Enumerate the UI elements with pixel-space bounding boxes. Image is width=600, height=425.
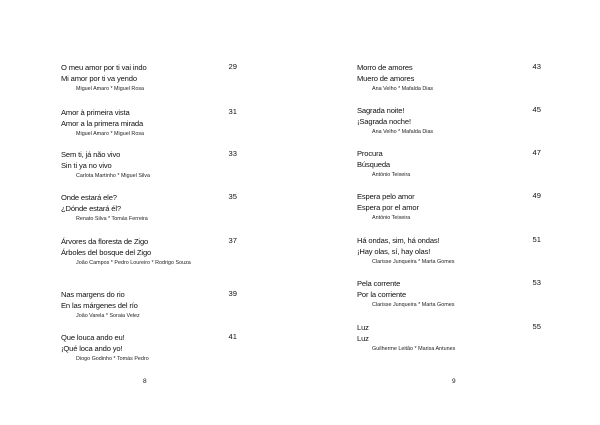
toc-entry[interactable]: [357, 235, 541, 267]
page-number: 8: [143, 378, 147, 385]
entry-page-number: 31: [228, 107, 237, 116]
title-es: Amor a la primera mirada: [61, 119, 144, 128]
toc-entry[interactable]: [61, 289, 237, 321]
entry-credits: João Campos * Pedro Loureiro * Rodrigo Souza: [76, 260, 191, 266]
entry-page-number: 45: [532, 105, 541, 114]
title-pt: Amor à primeira vista: [61, 108, 130, 117]
entry-credits: Ana Velho * Mafalda Dias: [372, 86, 434, 92]
title-pt: Luz: [357, 323, 369, 332]
title-pt: Onde estará ele?: [61, 193, 117, 202]
entry-credits: António Teixeira: [372, 215, 411, 221]
entry-credits: Ana Velho * Mafalda Dias: [372, 129, 434, 135]
title-pt: Procura: [357, 149, 383, 158]
toc-entry[interactable]: [61, 332, 237, 364]
entry-page-number: 37: [228, 236, 237, 245]
entry-page-number: 55: [532, 322, 541, 331]
title-es: Luz: [357, 334, 369, 343]
entry-credits: Miguel Amaro * Miguel Rosa: [76, 131, 145, 137]
title-es: En las márgenes del río: [61, 301, 138, 310]
title-pt: Nas margens do rio: [61, 290, 125, 299]
entry-credits: Renato Silva * Tomás Ferreira: [76, 216, 148, 222]
entry-page-number: 49: [532, 191, 541, 200]
title-pt: Há ondas, sim, há ondas!: [357, 236, 440, 245]
toc-entry[interactable]: [357, 278, 541, 310]
title-pt: O meu amor por ti vai indo: [61, 63, 147, 72]
entry-page-number: 47: [532, 148, 541, 157]
title-pt: Pela corrente: [357, 279, 401, 288]
title-es: Mi amor por ti va yendo: [61, 74, 137, 83]
title-es: Espera por el amor: [357, 203, 419, 212]
entry-credits: Clarisse Junqueira * Marta Gomes: [372, 259, 455, 265]
title-es: Búsqueda: [357, 160, 391, 169]
entry-page-number: 53: [532, 278, 541, 287]
toc-entry[interactable]: [357, 322, 541, 354]
title-pt: Sem ti, já não vivo: [61, 150, 121, 159]
entry-credits: Carlota Martinho * Miguel Silva: [76, 173, 151, 179]
title-pt: Morro de amores: [357, 63, 413, 72]
title-es: ¡Hay olas, sí, hay olas!: [357, 247, 431, 256]
entry-page-number: 41: [228, 332, 237, 341]
title-es: Árboles del bosque del Zigo: [61, 248, 152, 257]
entry-credits: Clarisse Junqueira * Marta Gomes: [372, 302, 455, 308]
toc-entry[interactable]: [357, 62, 541, 94]
toc-entry[interactable]: [357, 148, 541, 180]
entry-credits: Diogo Godinho * Tomás Pedro: [76, 356, 149, 362]
right-page: [300, 0, 600, 425]
title-es: Muero de amores: [357, 74, 415, 83]
title-es: ¡Qué loca ando yo!: [61, 344, 123, 353]
entry-credits: António Teixeira: [372, 172, 411, 178]
entry-page-number: 39: [228, 289, 237, 298]
entry-page-number: 43: [532, 62, 541, 71]
entry-page-number: 29: [228, 62, 237, 71]
entry-credits: João Varela * Soraia Velez: [76, 313, 140, 319]
toc-entry[interactable]: [61, 236, 237, 268]
toc-entry[interactable]: [61, 192, 237, 224]
page-number: 9: [452, 378, 456, 385]
entry-page-number: 33: [228, 149, 237, 158]
entry-page-number: 35: [228, 192, 237, 201]
toc-entry[interactable]: [357, 191, 541, 223]
toc-entry[interactable]: [357, 105, 541, 137]
title-es: ¡Sagrada noche!: [357, 117, 411, 126]
toc-entry[interactable]: [61, 62, 237, 94]
title-pt: Árvores da floresta de Zigo: [61, 237, 149, 246]
entry-credits: Miguel Amaro * Miguel Rosa: [76, 86, 145, 92]
entry-page-number: 51: [532, 235, 541, 244]
toc-entry[interactable]: [61, 107, 237, 139]
title-pt: Espera pelo amor: [357, 192, 415, 201]
entry-credits: Guilherme Leitão * Marisa Antunes: [372, 346, 456, 352]
title-es: Por la corriente: [357, 290, 407, 299]
title-es: ¿Dónde estará él?: [61, 204, 121, 213]
title-es: Sin ti ya no vivo: [61, 161, 112, 170]
toc-entry[interactable]: [61, 149, 237, 181]
title-pt: Sagrada noite!: [357, 106, 405, 115]
title-pt: Que louca ando eu!: [61, 333, 125, 342]
